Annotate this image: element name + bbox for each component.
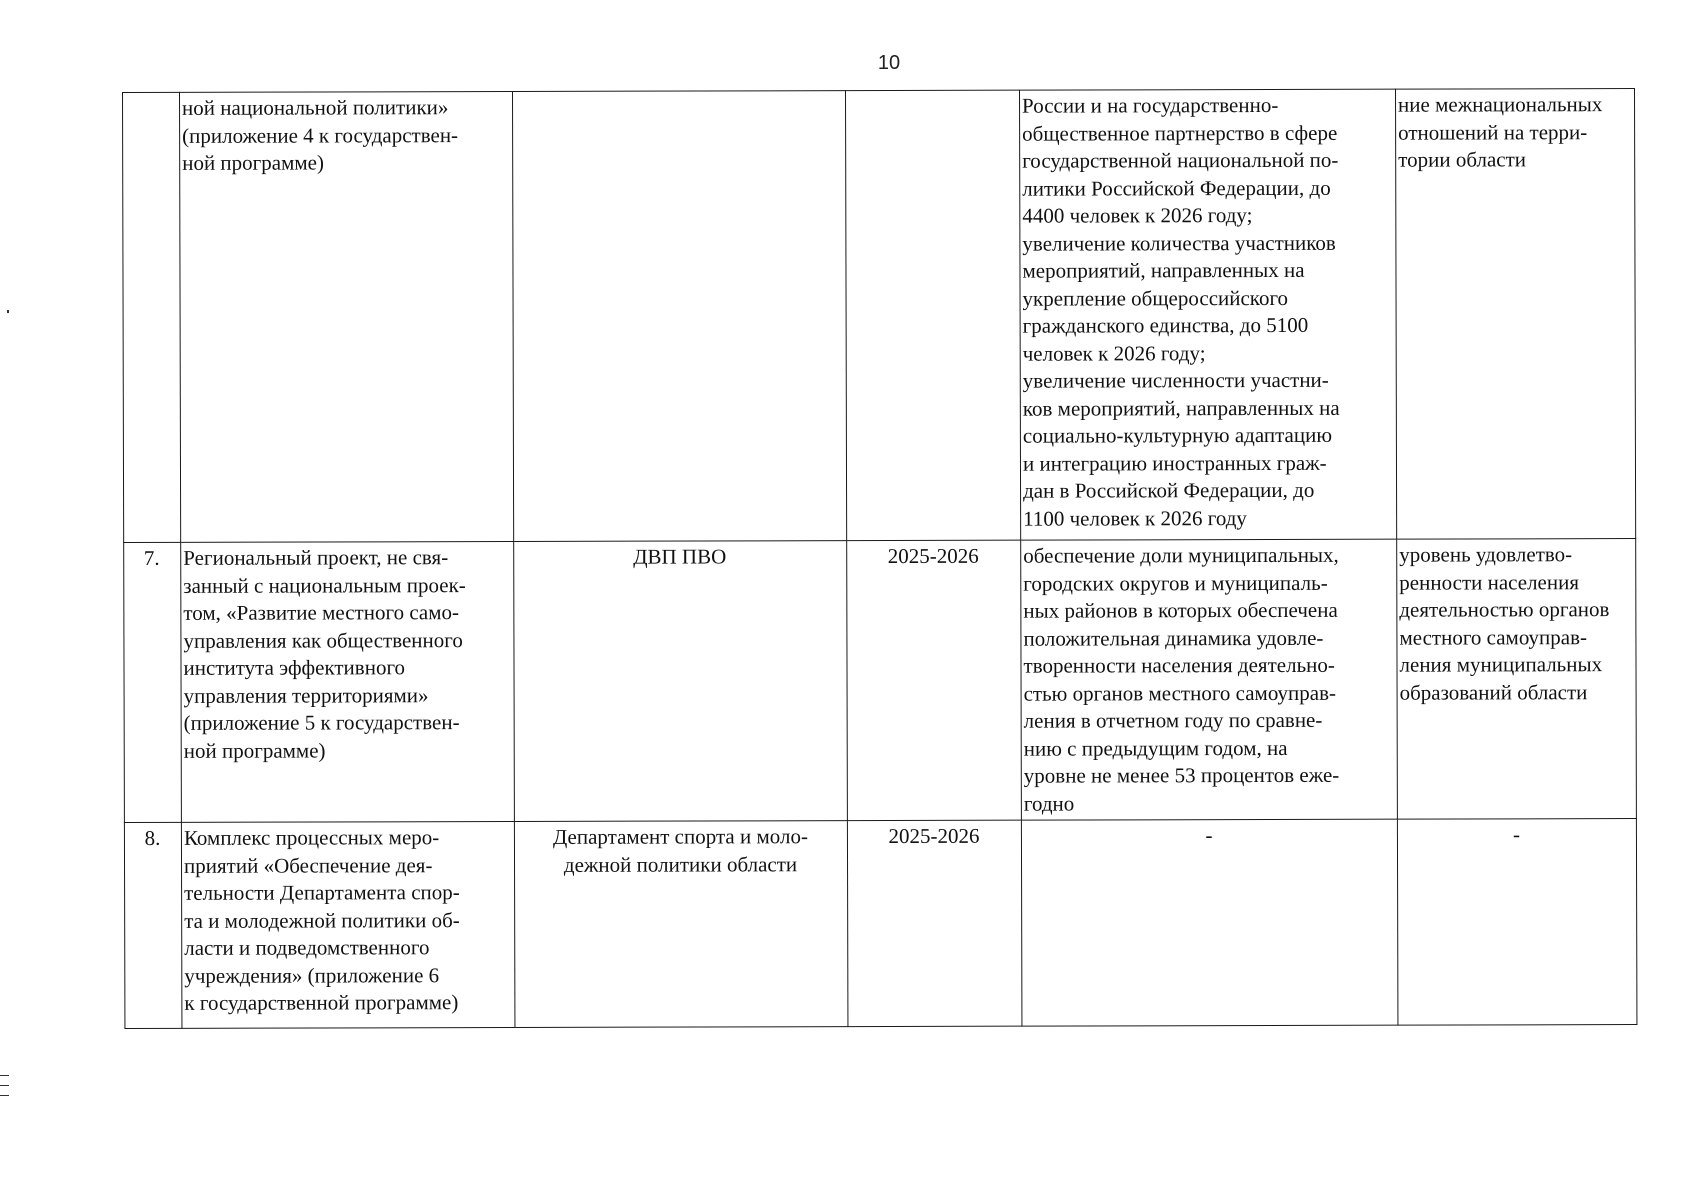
indicator-link-cell: уровень удовлетво- ренности населения деятельностью органов местного самоуправ- ления муниципальных образований области: [1397, 539, 1637, 820]
table-row: [124, 819, 1637, 1029]
responsible-cell: ДВП ПВО: [514, 541, 848, 822]
expected-result-cell: -: [1021, 819, 1398, 1026]
indicator-link-cell: -: [1397, 819, 1637, 1026]
period-cell: 2025-2026: [847, 540, 1022, 820]
scan-speck: [7, 310, 9, 313]
indicator-link-cell: ние межнациональных отношений на терри- тории области: [1395, 89, 1635, 540]
period-cell: [845, 90, 1020, 540]
period-cell: 2025-2026: [847, 820, 1022, 1026]
row-number-cell: 8.: [124, 822, 182, 1028]
task-name-cell: Комплекс процессных меро- приятий «Обеспечение дея- тельности Департамента спор- та и молодежной политики об- ласти и подведомственного учреждения» (приложение 6 к государственной программе): [181, 821, 515, 1028]
table-row: [123, 89, 1636, 543]
row-number-cell: [123, 92, 181, 542]
task-name-cell: Региональный проект, не свя- занный с национальным проек- том, «Развитие местного само- управления как общественного института эффективного управления территориями» (приложение 5 к государствен- ной программе): [181, 541, 515, 822]
responsible-cell: Департамент спорта и моло- дежной политики области: [514, 821, 848, 1028]
responsible-cell: [513, 91, 847, 542]
page-number: 10: [877, 52, 901, 74]
table-row: [124, 539, 1637, 823]
scan-edge-mark: [0, 1085, 9, 1086]
expected-result-cell: России и на государственно- общественное партнерство в сфере государственной национальной по- литики Российской Федерации, до 4400 человек к 2026 году; увеличение количества участников мероприятий, направленных на укрепление общероссийского гражданского единства, до 5100 человек к 2026 году; увеличение численности участни- ков мероприятий, направленных на социально-культурную адаптацию и интеграцию иностранных граж- дан в Российской Федерации, до 1100 человек к 2026 году: [1019, 89, 1396, 540]
scan-edge-mark: [0, 1075, 9, 1076]
row-number-cell: 7.: [124, 542, 182, 822]
expected-result-cell: обеспечение доли муниципальных, городских округов и муниципаль- ных районов в которых обеспечена положительная динамика удовле- творенности населения деятельно- стью органов местного самоуправ- ления в отчетном году по сравне- нию с предыдущим годом, на уровне не менее 53 процентов еже- годно: [1021, 539, 1398, 820]
task-name-cell: ной национальной политики» (приложение 4 к государствен- ной программе): [180, 91, 514, 542]
program-structure-table: [122, 88, 1637, 1029]
scan-edge-mark: [0, 1095, 9, 1096]
